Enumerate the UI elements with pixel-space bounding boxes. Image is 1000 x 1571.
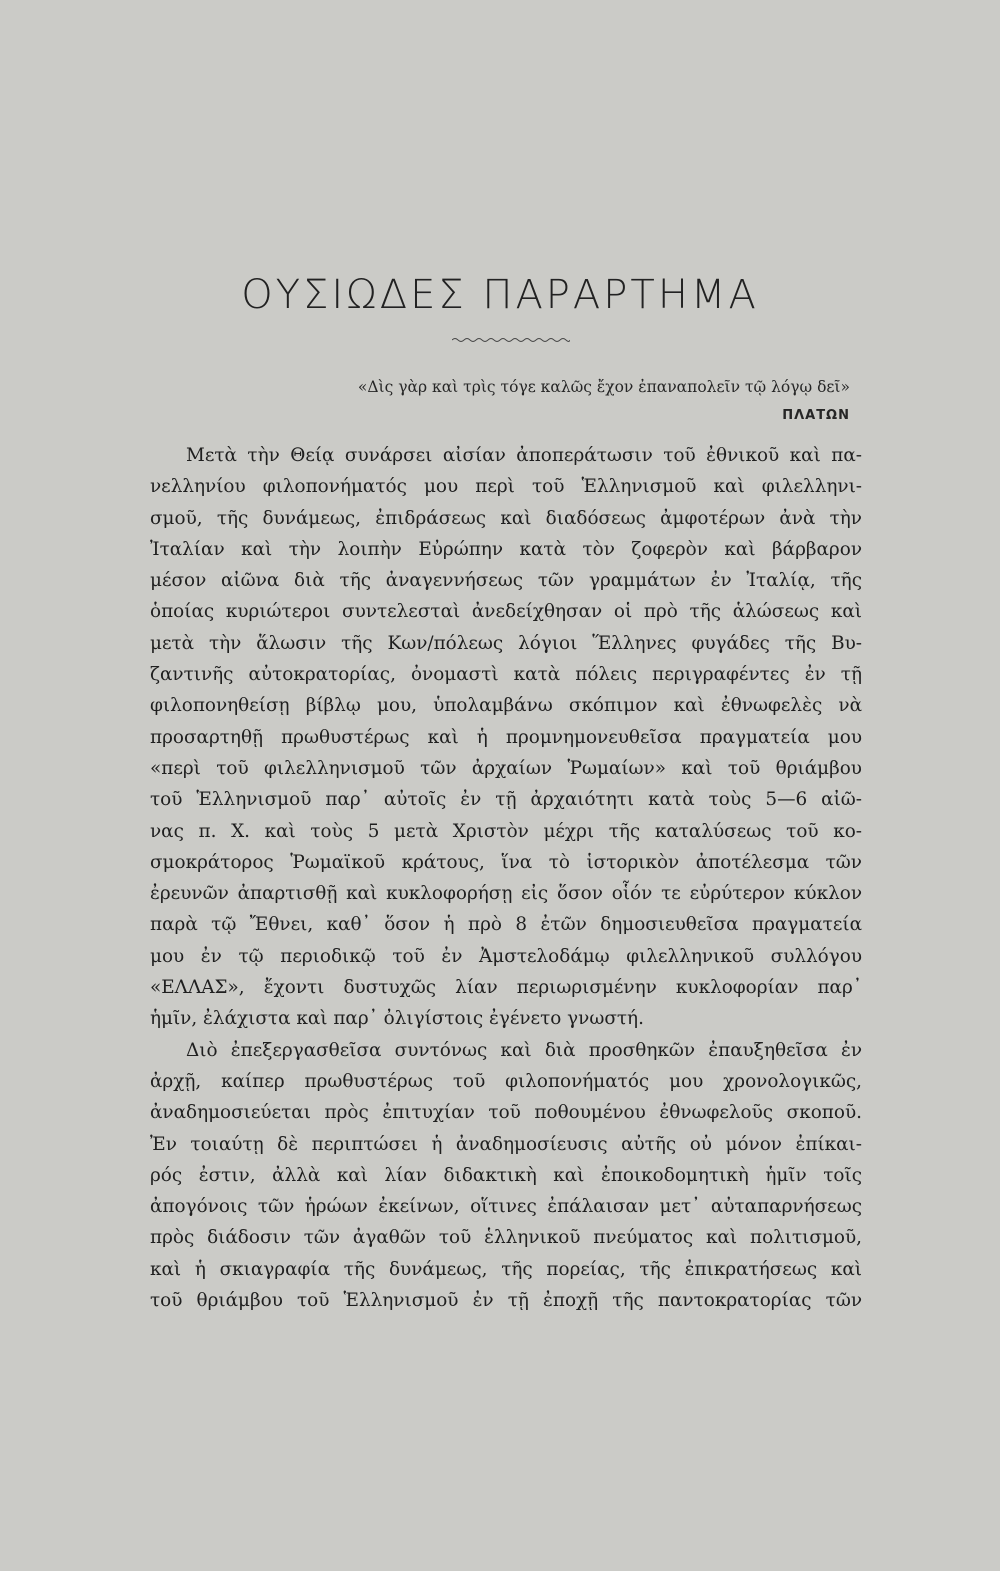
text-line: τοῦ Ἑλληνισμοῦ παρ᾽ αὐτοῖς ἐν τῇ ἀρχαιότητι κατὰ τοὺς 5—6 αἰῶ- [150,789,862,811]
text-line: Ἐν τοιαύτῃ δὲ περιπτώσει ἡ ἀναδημοσίευσις αὐτῆς οὐ μόνον ἐπίκαι- [150,1133,862,1155]
text-line: καὶ ἡ σκιαγραφία τῆς δυνάμεως, τῆς πορείας, τῆς ἐπικρατήσεως καὶ [150,1258,862,1280]
text-line: μου ἐν τῷ περιοδικῷ τοῦ ἐν Ἀμστελοδάμῳ φιλελληνικοῦ συλλόγου [150,945,862,967]
text-line: ἀπογόνοις τῶν ἡρώων ἐκείνων, οἵτινες ἐπάλαισαν μετ᾽ αὐταπαρνήσεως [150,1196,862,1218]
text-line: πρὸς διάδοσιν τῶν ἀγαθῶν τοῦ ἑλληνικοῦ πνεύματος καὶ πολιτισμοῦ, [150,1227,862,1249]
text-line: σμοῦ, τῆς δυνάμεως, ἐπιδράσεως καὶ διαδόσεως ἀμφοτέρων ἀνὰ τὴν [150,507,862,529]
text-line: ἀρχῇ, καίπερ πρωθυστέρως τοῦ φιλοπονήματός μου χρονολογικῶς, [150,1070,862,1092]
text-line: ρός ἐστιν, ἀλλὰ καὶ λίαν διδακτικὴ καὶ ἐποικοδομητικὴ ἡμῖν τοῖς [150,1164,862,1186]
text-line: ἡμῖν, ἐλάχιστα καὶ παρ᾽ ὀλιγίστοις ἐγένετο γνωστή. [150,1008,644,1030]
text-line: ἀναδημοσιεύεται πρὸς ἐπιτυχίαν τοῦ ποθουμένου ἐθνωφελοῦς σκοποῦ. [150,1102,862,1124]
text-line: τοῦ θριάμβου τοῦ Ἑλληνισμοῦ ἐν τῇ ἐποχῇ τῆς παντοκρατορίας τῶν [150,1290,862,1312]
epigraph-quote: «Δὶς γὰρ καὶ τρὶς τόγε καλῶς ἔχον ἐπαναπολεῖν τῷ λόγῳ δεῖ» [357,378,850,396]
text-line: νας π. Χ. καὶ τοὺς 5 μετὰ Χριστὸν μέχρι τῆς καταλύσεως τοῦ κο- [150,820,862,842]
text-line: μετὰ τὴν ἅλωσιν τῆς Κων/πόλεως λόγιοι Ἕλληνες φυγάδες τῆς Βυ- [150,632,862,654]
text-line: μέσον αἰῶνα διὰ τῆς ἀναγεννήσεως τῶν γραμμάτων ἐν Ἰταλίᾳ, τῆς [150,570,862,592]
epigraph-author: ΠΛΑΤΩΝ [782,408,850,423]
text-line: νελληνίου φιλοπονήματός μου περὶ τοῦ Ἑλληνισμοῦ καὶ φιλελληνι- [150,476,862,498]
paragraph-1 [150,440,862,1035]
text-line: Διὸ ἐπεξεργασθεῖσα συντόνως καὶ διὰ προσθηκῶν ἐπαυξηθεῖσα ἐν [186,1039,862,1061]
text-line: φιλοπονηθείσῃ βίβλῳ μου, ὑπολαμβάνω σκόπιμον καὶ ἐθνωφελὲς νὰ [150,695,862,717]
text-line: προσαρτηθῇ πρωθυστέρως καὶ ἡ προμνημονευθεῖσα πραγματεία μου [150,726,862,748]
text-line: ἐρευνῶν ἀπαρτισθῇ καὶ κυκλοφορήσῃ εἰς ὅσον οἷόν τε εὐρύτερον κύκλον [150,883,862,905]
text-line: «περὶ τοῦ φιλελληνισμοῦ τῶν ἀρχαίων Ῥωμαίων» καὶ τοῦ θριάμβου [150,757,862,779]
text-line: Ἰταλίαν καὶ τὴν λοιπὴν Εὐρώπην κατὰ τὸν ζοφερὸν καὶ βάρβαρον [150,538,862,560]
text-line: σμοκράτορος Ῥωμαϊκοῦ κράτους, ἵνα τὸ ἱστορικὸν ἀποτέλεσμα τῶν [150,851,862,873]
text-line: ὁποίας κυριώτεροι συντελεσταὶ ἀνεδείχθησαν οἱ πρὸ τῆς ἁλώσεως καὶ [150,601,862,623]
page-title: ΟΥΣΙΩΔΕΣ ΠΑΡΑΡΤΗΜΑ [241,272,759,318]
title-ornament-line [452,337,570,343]
paragraph-2 [150,1035,862,1317]
text-line: ζαντινῆς αὐτοκρατορίας, ὀνομαστὶ κατὰ πόλεις περιγραφέντες ἐν τῇ [150,664,862,686]
text-line: Μετὰ τὴν Θείᾳ συνάρσει αἰσίαν ἀποπεράτωσιν τοῦ ἐθνικοῦ καὶ πα- [186,445,862,466]
text-line: «ΕΛΛΑΣ», ἔχοντι δυστυχῶς λίαν περιωρισμένην κυκλοφορίαν παρ᾽ [150,977,862,999]
body-text [150,440,862,1316]
text-line: παρὰ τῷ Ἔθνει, καθ᾽ ὅσον ἡ πρὸ 8 ἐτῶν δημοσιευθεῖσα πραγματεία [150,914,862,936]
